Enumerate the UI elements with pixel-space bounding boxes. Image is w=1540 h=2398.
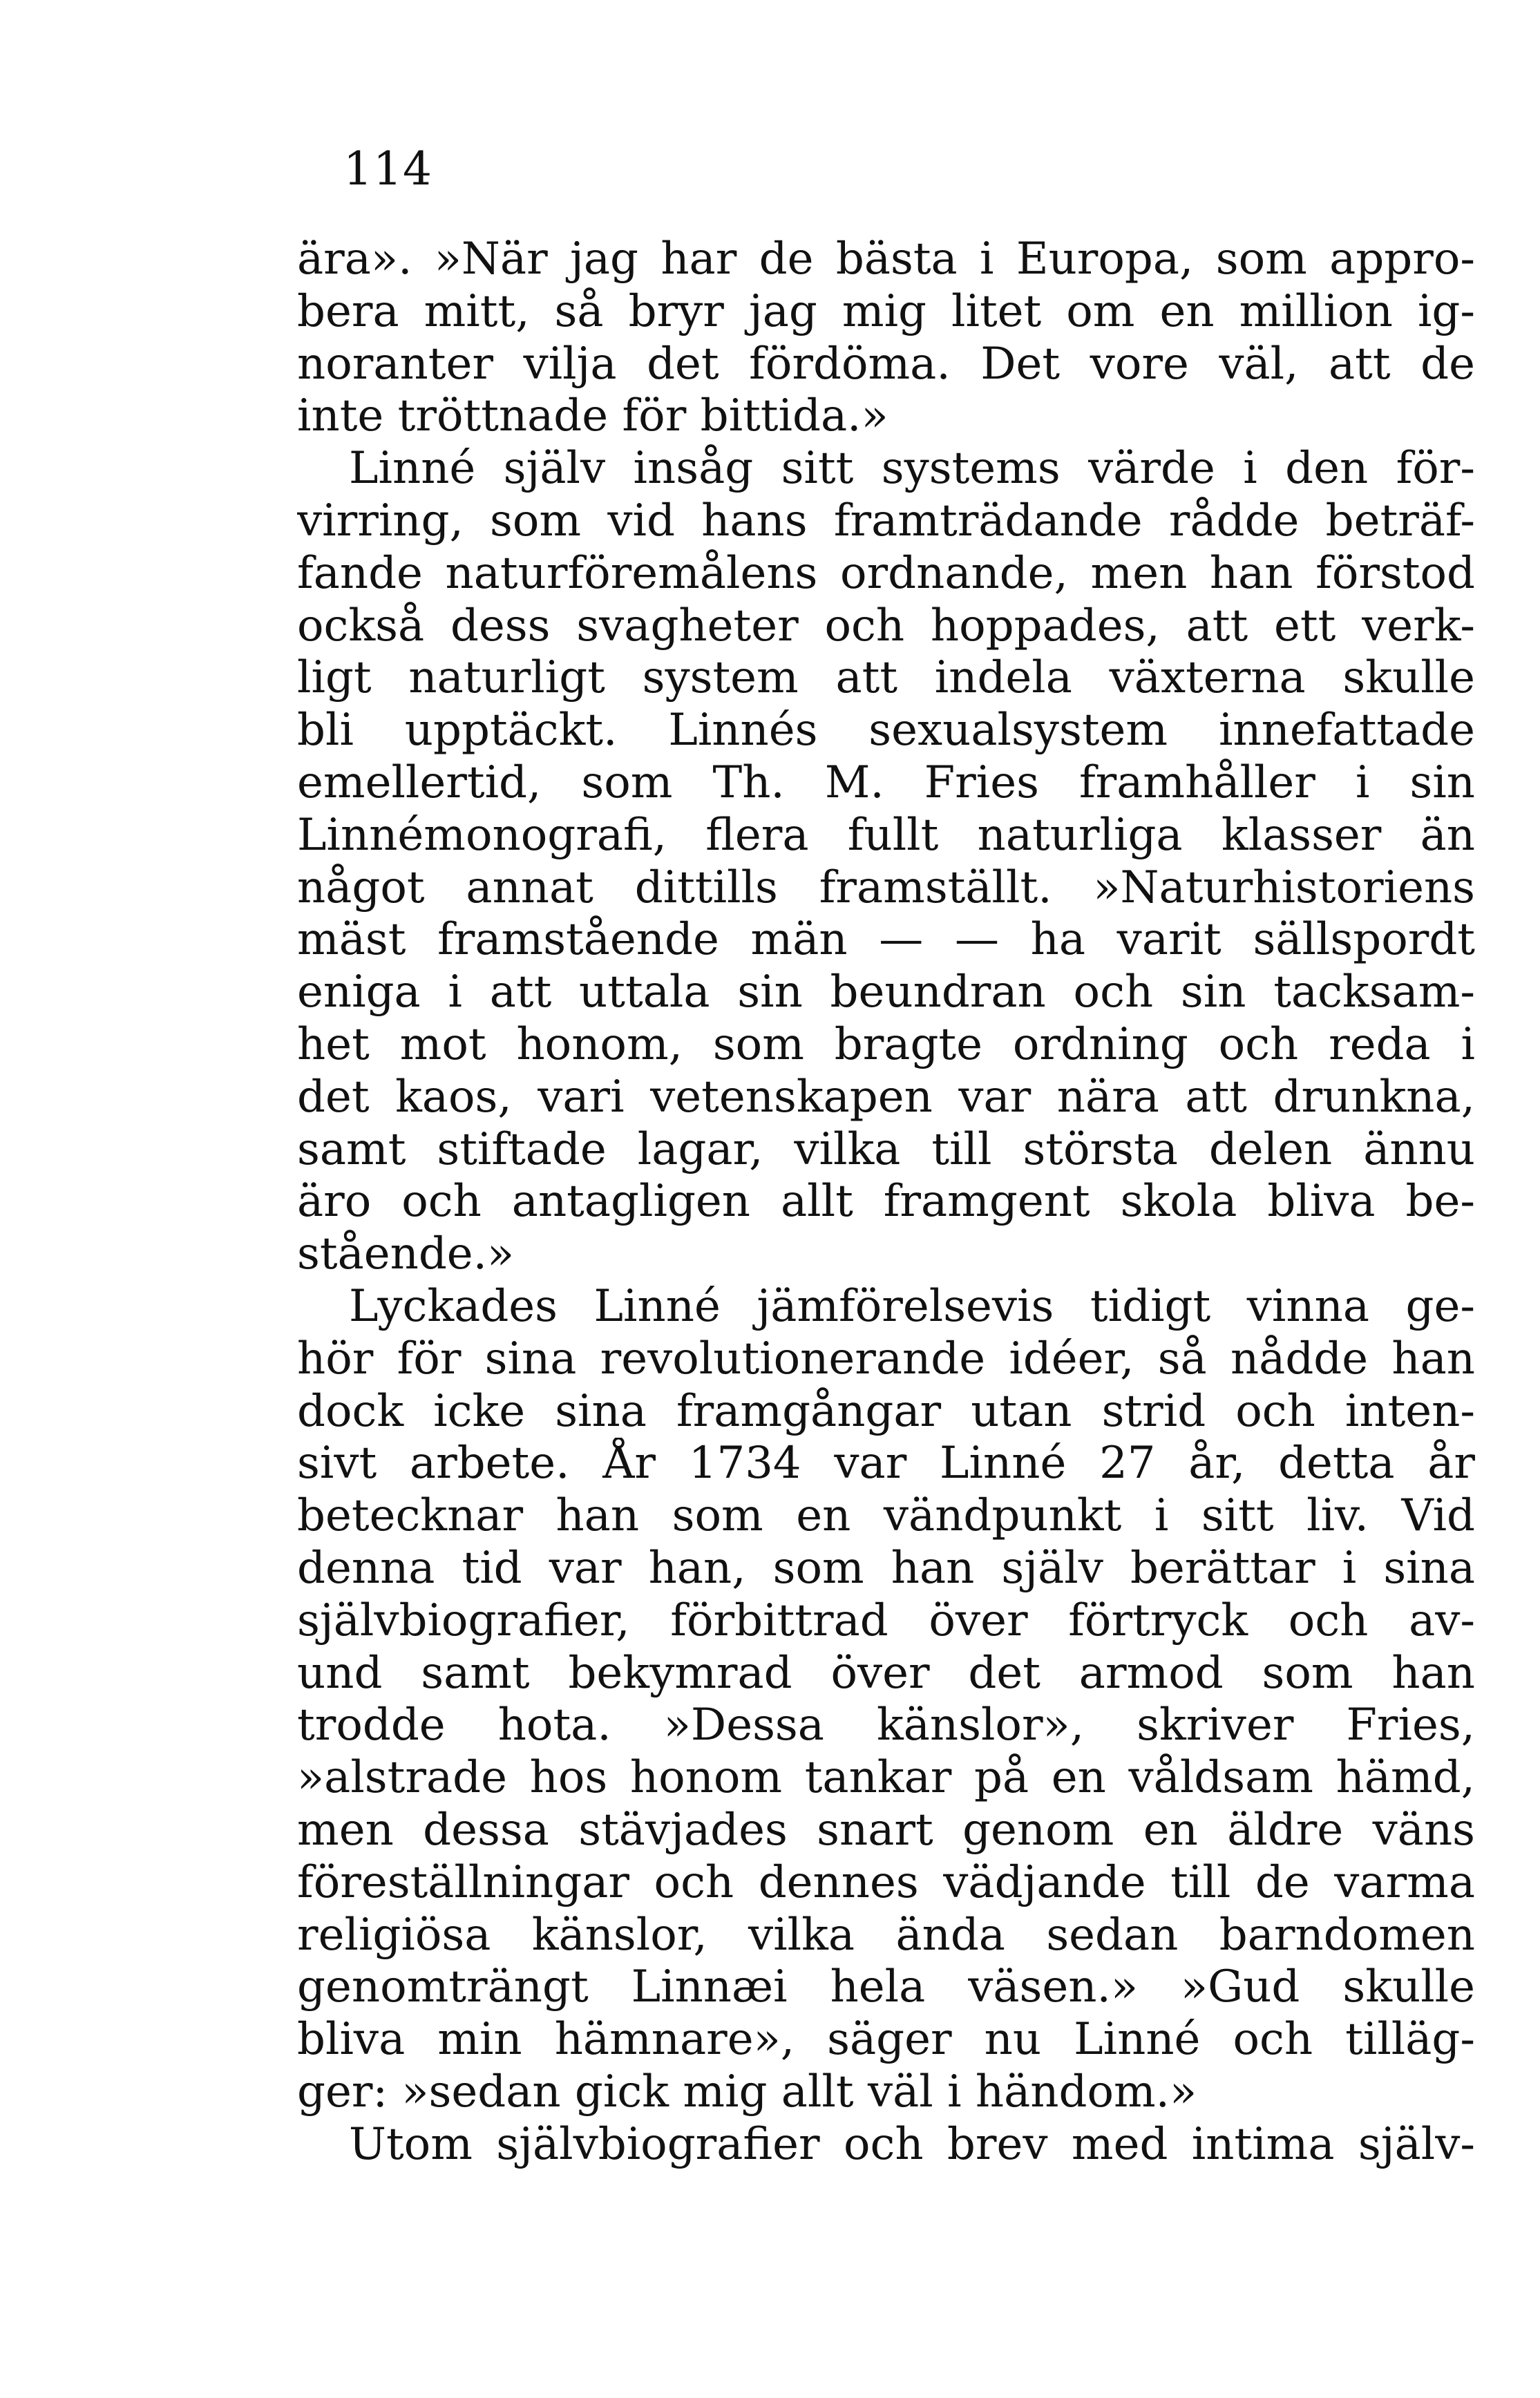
- text-line: bli upptäckt. Linnés sexualsystem innefattade: [297, 705, 1475, 756]
- text-line: het mot honom, som bragte ordning och reda i: [297, 1018, 1475, 1070]
- text-line: något annat dittills framställt. »Naturhistoriens: [297, 862, 1475, 913]
- text-line: sivt arbete. År 1734 var Linné 27 år, detta år: [297, 1438, 1475, 1490]
- text-line: trodde hota. »Dessa känslor», skriver Fries,: [297, 1700, 1475, 1751]
- text-line: Lyckades Linné jämförelsevis tidigt vinna ge-: [349, 1280, 1475, 1332]
- text-line: hör för sina revolutionerande idéer, så nådde han: [297, 1333, 1475, 1384]
- text-line: ära». »När jag har de bästa i Europa, som appro-: [297, 234, 1475, 285]
- text-line: fande naturföremålens ordnande, men han förstod: [297, 547, 1475, 599]
- text-line: eniga i att uttala sin beundran och sin tacksam-: [297, 967, 1475, 1018]
- text-line: virring, som vid hans framträdande rådde beträf-: [297, 495, 1475, 546]
- text-line: denna tid var han, som han själv berättar i sina: [297, 1542, 1475, 1594]
- text-line: noranter vilja det fördöma. Det vore väl, att de: [297, 338, 1475, 390]
- text-line: inte tröttnade för bittida.»: [297, 390, 888, 442]
- text-line: ger: »sedan gick mig allt väl i händom.»: [297, 2066, 1197, 2118]
- text-line: Linné själv insåg sitt systems värde i den för-: [349, 443, 1475, 495]
- text-line: Utom självbiografier och brev med intima själv-: [349, 2118, 1475, 2170]
- text-line: genomträngt Linnæi hela väsen.» »Gud skulle: [297, 1961, 1475, 2013]
- text-line: bliva min hämnare», säger nu Linné och tilläg-: [297, 2014, 1475, 2066]
- text-line: samt stiftade lagar, vilka till största delen ännu: [297, 1123, 1475, 1175]
- text-line: äro och antagligen allt framgent skola bliva be-: [297, 1176, 1475, 1228]
- text-line: men dessa stävjades snart genom en äldre väns: [297, 1804, 1475, 1856]
- text-line: ligt naturligt system att indela växterna skulle: [297, 652, 1475, 704]
- text-line: »alstrade hos honom tankar på en våldsam hämd,: [297, 1752, 1475, 1804]
- text-line: und samt bekymrad över det armod som han: [297, 1647, 1475, 1699]
- text-line: självbiografier, förbittrad över förtryck och av-: [297, 1595, 1475, 1646]
- page-number: 114: [343, 142, 432, 196]
- text-line: det kaos, vari vetenskapen var nära att drunkna,: [297, 1071, 1475, 1123]
- text-line: religiösa känslor, vilka ända sedan barndomen: [297, 1909, 1475, 1961]
- text-line: föreställningar och dennes vädjande till de varma: [297, 1856, 1475, 1908]
- text-line: också dess svagheter och hoppades, att ett verk-: [297, 600, 1475, 651]
- text-line: betecknar han som en vändpunkt i sitt liv. Vid: [297, 1490, 1475, 1542]
- text-line: emellertid, som Th. M. Fries framhåller i sin: [297, 756, 1475, 808]
- text-line: stående.»: [297, 1228, 515, 1280]
- text-line: mäst framstående män — — ha varit sällspordt: [297, 914, 1475, 966]
- body-text: [297, 234, 1475, 2171]
- text-line: dock icke sina framgångar utan strid och inten-: [297, 1385, 1475, 1437]
- text-line: Linnémonografi, flera fullt naturliga klasser än: [297, 809, 1475, 861]
- text-line: bera mitt, så bryr jag mig litet om en million ig-: [297, 285, 1475, 337]
